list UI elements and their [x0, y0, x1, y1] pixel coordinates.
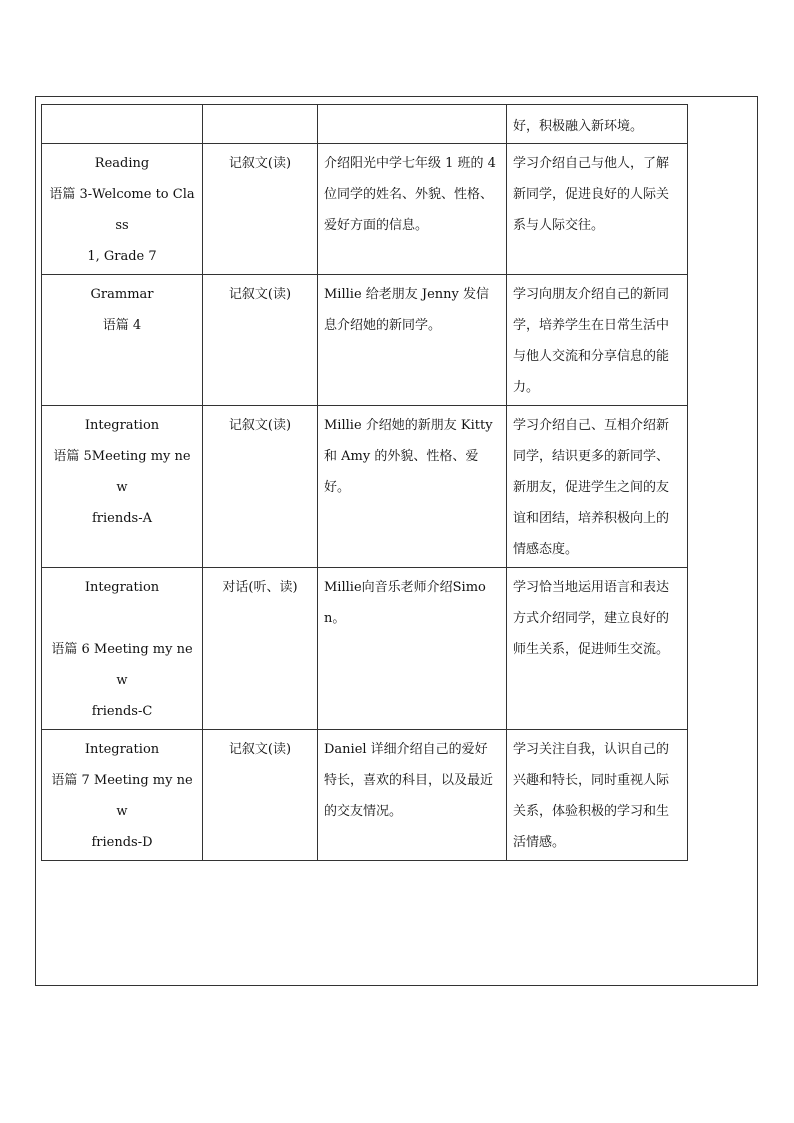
lesson-line: friends-C: [91, 704, 153, 719]
content-cell: Millie 介绍她的新朋友 Kitty 和 Amy 的外貌、性格、爱好。: [318, 406, 507, 568]
content-cell: Millie 给老朋友 Jenny 发信息介绍她的新同学。: [318, 275, 507, 406]
lesson-line: friends-A: [91, 511, 153, 526]
lesson-line: Integration: [84, 418, 160, 433]
text-type-cell: 对话(听、读): [203, 568, 318, 730]
purpose-cell: 学习介绍自己、互相介绍新同学，结识更多的新同学、新朋友，促进学生之间的友谊和团结，培养积极向上的情感态度。: [507, 406, 688, 568]
content-cell: 介绍阳光中学七年级 1 班的 4 位同学的姓名、外貌、性格、爱好方面的信息。: [318, 144, 507, 275]
lesson-line: 1, Grade 7: [87, 249, 157, 264]
lesson-line: friends-D: [91, 835, 153, 850]
table-row: [42, 406, 688, 568]
text-type-cell: 记叙文(读): [203, 275, 318, 406]
lesson-cell: [42, 568, 203, 730]
content-cell: Millie向音乐老师介绍Simon。: [318, 568, 507, 730]
blank-line: [48, 603, 196, 634]
purpose-cell: 好，积极融入新环境。: [507, 105, 688, 144]
purpose-cell: 学习向朋友介绍自己的新同学，培养学生在日常生活中与他人交流和分享信息的能力。: [507, 275, 688, 406]
lesson-line: 语篇 6 Meeting my new: [51, 642, 193, 688]
lesson-line: 语篇 5Meeting my new: [53, 449, 191, 495]
lesson-line: 语篇 4: [102, 318, 142, 333]
table-row: [42, 275, 688, 406]
table-row: [42, 568, 688, 730]
table-row: [42, 144, 688, 275]
lesson-line: Reading: [94, 156, 150, 171]
text-type-cell: 记叙文(读): [203, 730, 318, 861]
lesson-cell: [42, 730, 203, 861]
lesson-line: 语篇 7 Meeting my new: [51, 773, 193, 819]
lesson-line: Integration: [84, 742, 160, 757]
lesson-cell: [42, 275, 203, 406]
purpose-cell: 学习恰当地运用语言和表达方式介绍同学，建立良好的师生关系，促进师生交流。: [507, 568, 688, 730]
lesson-cell: [42, 406, 203, 568]
table-row: [42, 105, 688, 144]
content-cell: Daniel 详细介绍自己的爱好特长，喜欢的科目，以及最近的交友情况。: [318, 730, 507, 861]
purpose-cell: 学习介绍自己与他人，了解新同学，促进良好的人际关系与人际交往。: [507, 144, 688, 275]
purpose-cell: 学习关注自我，认识自己的兴趣和特长，同时重视人际关系，体验积极的学习和生活情感。: [507, 730, 688, 861]
lesson-line: 语篇 3-Welcome to Class: [49, 187, 195, 233]
lesson-table: [41, 104, 688, 861]
content-cell: [318, 105, 507, 144]
text-type-cell: 记叙文(读): [203, 406, 318, 568]
text-type-cell: [203, 105, 318, 144]
lesson-cell: [42, 144, 203, 275]
lesson-line: Integration: [84, 580, 160, 595]
table-row: [42, 730, 688, 861]
text-type-cell: 记叙文(读): [203, 144, 318, 275]
lesson-line: Grammar: [90, 287, 154, 302]
lesson-cell: [42, 105, 203, 144]
